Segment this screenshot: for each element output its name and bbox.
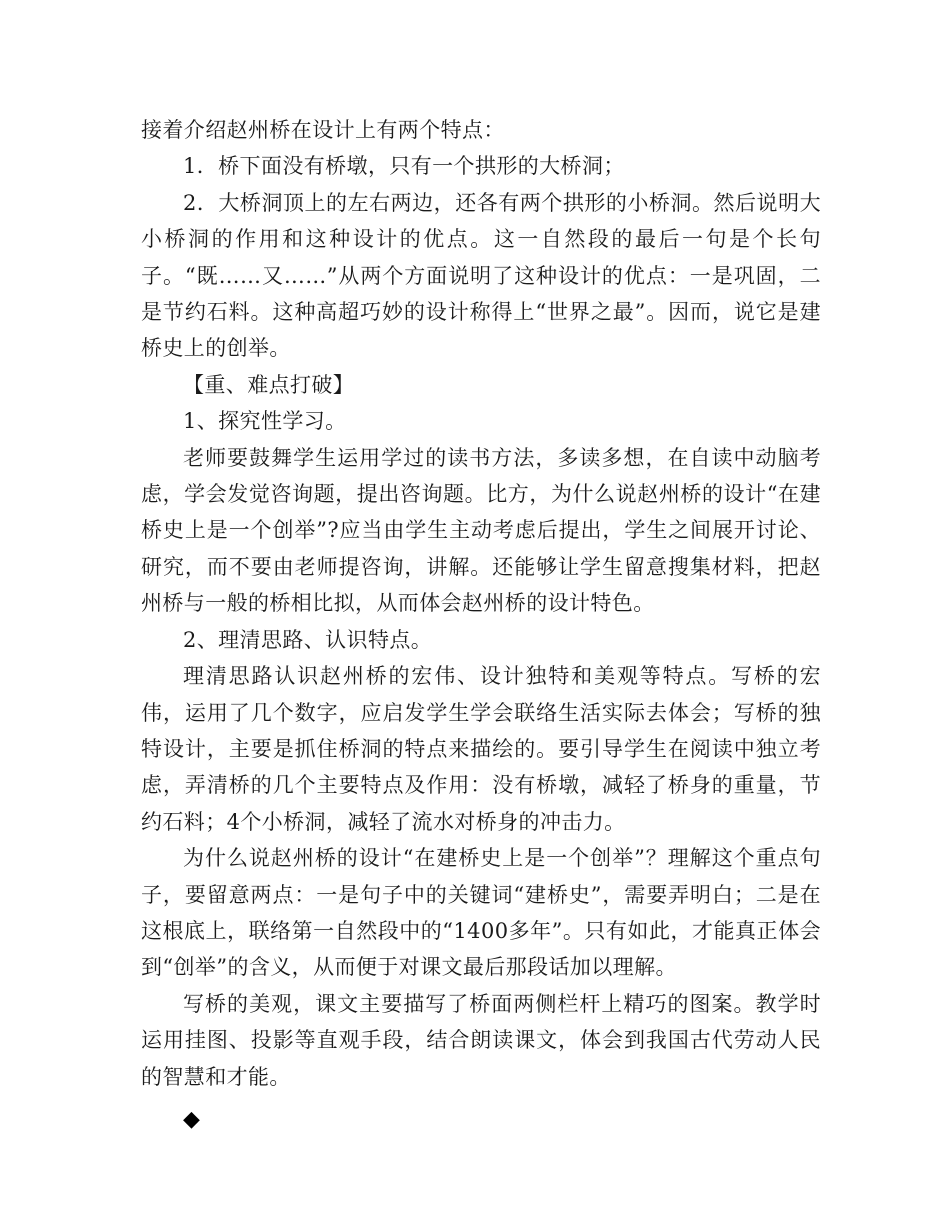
paragraph-inquiry-learning: 老师要鼓舞学生运用学过的读书方法，多读多想，在自读中动脑考虑，学会发觉咨询题，提出咨询题。比方，为什么说赵州桥的设计“在建桥史上是一个创举”?应当由学生主动考虑后提出，学生之间展开讨论、研究，而不要由老师提咨询，讲解。还能够让学生留意搜集材料，把赵州桥与一般的桥相比拟，从而体会赵州桥的设计特色。 — [141, 445, 821, 616]
subheading-clarify-ideas: 2、理清思路、认识特点。 — [183, 627, 433, 652]
paragraph-intro: 接着介绍赵州桥在设计上有两个特点： — [141, 118, 505, 142]
document-body — [141, 112, 821, 1135]
paragraph-feature-2: 2．大桥洞顶上的左右两边，还各有两个拱形的小桥洞。然后说明大小桥洞的作用和这种设计的优点。这一自然段的最后一句是个长句子。“既……又……”从两个方面说明了这种设计的优点：一是巩固，二是节约石料。这种高超巧妙的设计称得上“世界之最”。因而，说它是建桥史上的创举。 — [141, 190, 821, 361]
paragraph-innovation: 为什么说赵州桥的设计“在建桥史上是一个创举”？理解这个重点句子，要留意两点：一是句子中的关键词“建桥史”，需要弄明白；二是在这根底上，联络第一自然段中的“1400多年”。只有如此，才能真正体会到“创举”的含义，从而便于对课文最后那段话加以理解。 — [141, 846, 821, 980]
paragraph-feature-1: 1．桥下面没有桥墩，只有一个拱形的大桥洞； — [183, 154, 625, 179]
diamond-bullet-icon: ◆ — [183, 1106, 201, 1132]
subheading-inquiry-learning: 1、探究性学习。 — [183, 409, 347, 434]
section-heading: 【重、难点打破】 — [183, 372, 355, 397]
paragraph-clarify-ideas: 理清思路认识赵州桥的宏伟、设计独特和美观等特点。写桥的宏伟，运用了几个数字，应启发学生学会联络生活实际去体会；写桥的独特设计，主要是抓住桥洞的特点来描绘的。要引导学生在阅读中独立考虑，弄清桥的几个主要特点及作用：没有桥墩，减轻了桥身的重量，节约石料；4个小桥洞，减轻了流水对桥身的冲击力。 — [141, 664, 821, 834]
paragraph-aesthetics: 写桥的美观，课文主要描写了桥面两侧栏杆上精巧的图案。教学时运用挂图、投影等直观手段，结合朗读课文，体会到我国古代劳动人民的智慧和才能。 — [141, 991, 821, 1089]
